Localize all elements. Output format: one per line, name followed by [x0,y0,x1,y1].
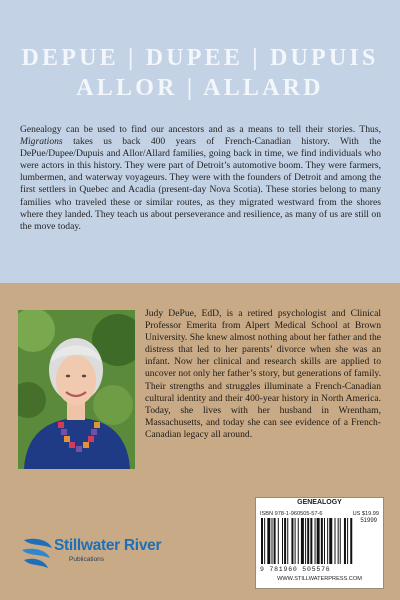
publisher-website: WWW.STILLWATERPRESS.COM [277,576,362,582]
barcode-bar [305,518,306,564]
author-portrait-image [18,310,135,469]
publisher-logo [20,532,160,574]
cover-top-panel [0,0,400,283]
blurb-text-rest: takes us back 400 years of French-Canadian history. With the DePue/Dupee/Dupuis and Allor/Allard families, going back in time, we find individuals who were actors in this history. They were part of Detroit’s automotive boom. They were farmers, lumbermen, and waterway voyageurs. They were with the founders of Detroit and among the first settlers in Quebec and Acadia (present-day Nova Scotia). These stories belong to many families who traveled these or similar routes, as they migrated westward from the shores where they landed. They teach us about perseverance and resilience, as many of us are still on the move today. [20,136,381,232]
barcode-bar [310,518,312,564]
barcode-bar [347,518,348,564]
barcode-bar [338,518,339,564]
barcode-bar [291,518,293,564]
barcode-bar [340,518,341,564]
publisher-name: Stillwater River [54,537,162,554]
barcode-bar [301,518,304,564]
barcode-bar [324,518,325,564]
barcode-bar [335,518,336,564]
genre-label: GENEALOGY [297,499,342,506]
isbn-barcode-block [255,497,384,589]
barcode-bar [267,518,270,564]
barcode-bar [272,518,273,564]
blurb-text-start: Genealogy can be used to find our ancestors and as a means to tell their stories. Thus, [20,124,381,135]
barcode-bar [321,518,323,564]
barcode-bar [295,518,296,564]
barcode-bars [259,518,380,566]
barcode-bar [278,518,279,564]
barcode-bar [274,518,276,564]
publisher-subtitle: Publications [69,556,105,563]
river-logo-icon [20,534,56,572]
back-cover-blurb [20,124,381,233]
author-bio: Judy DePue, EdD, is a retired psychologist and Clinical Professor Emerita from Alpert Medical School at Brown University. She knew almost nothing about her father and the distress that led to her parents’ divorce when she was an infant. Now her clinical and research skills are applied to uncover not only her father’s story, but generations of family. Their strengths and struggles illuminate a French-Canadian cultural identity and their 400-year history in North America. Today, she lives with her husband in Wrentham, Massachusetts, and today she can see evidence of a French-Canadian legacy all around. [145,308,381,440]
title-line-2: ALLOR | ALLARD [76,75,324,101]
book-title-italic: Migrations [20,136,63,148]
barcode-bar [264,518,265,564]
price-code-text: 51999 [360,518,377,524]
barcode-bar [350,518,352,564]
title-line-1: DEPUE | DUPEE | DUPUIS [21,45,379,71]
isbn-text: ISBN 978-1-960505-57-6 [260,511,323,517]
price-text: US $19.99 [352,511,379,517]
barcode-digits: 9 781960 505576 [260,566,331,573]
barcode-bar [298,518,299,564]
barcode-bar [344,518,346,564]
barcode-bar [327,518,328,564]
barcode-bar [261,518,263,564]
barcode-bar [317,518,320,564]
barcode-bar [284,518,286,564]
author-photo [18,310,135,469]
barcode-bar [282,518,283,564]
barcode-bar [287,518,288,564]
barcode-bar [329,518,332,564]
barcode-bar [315,518,316,564]
barcode-bar [307,518,309,564]
